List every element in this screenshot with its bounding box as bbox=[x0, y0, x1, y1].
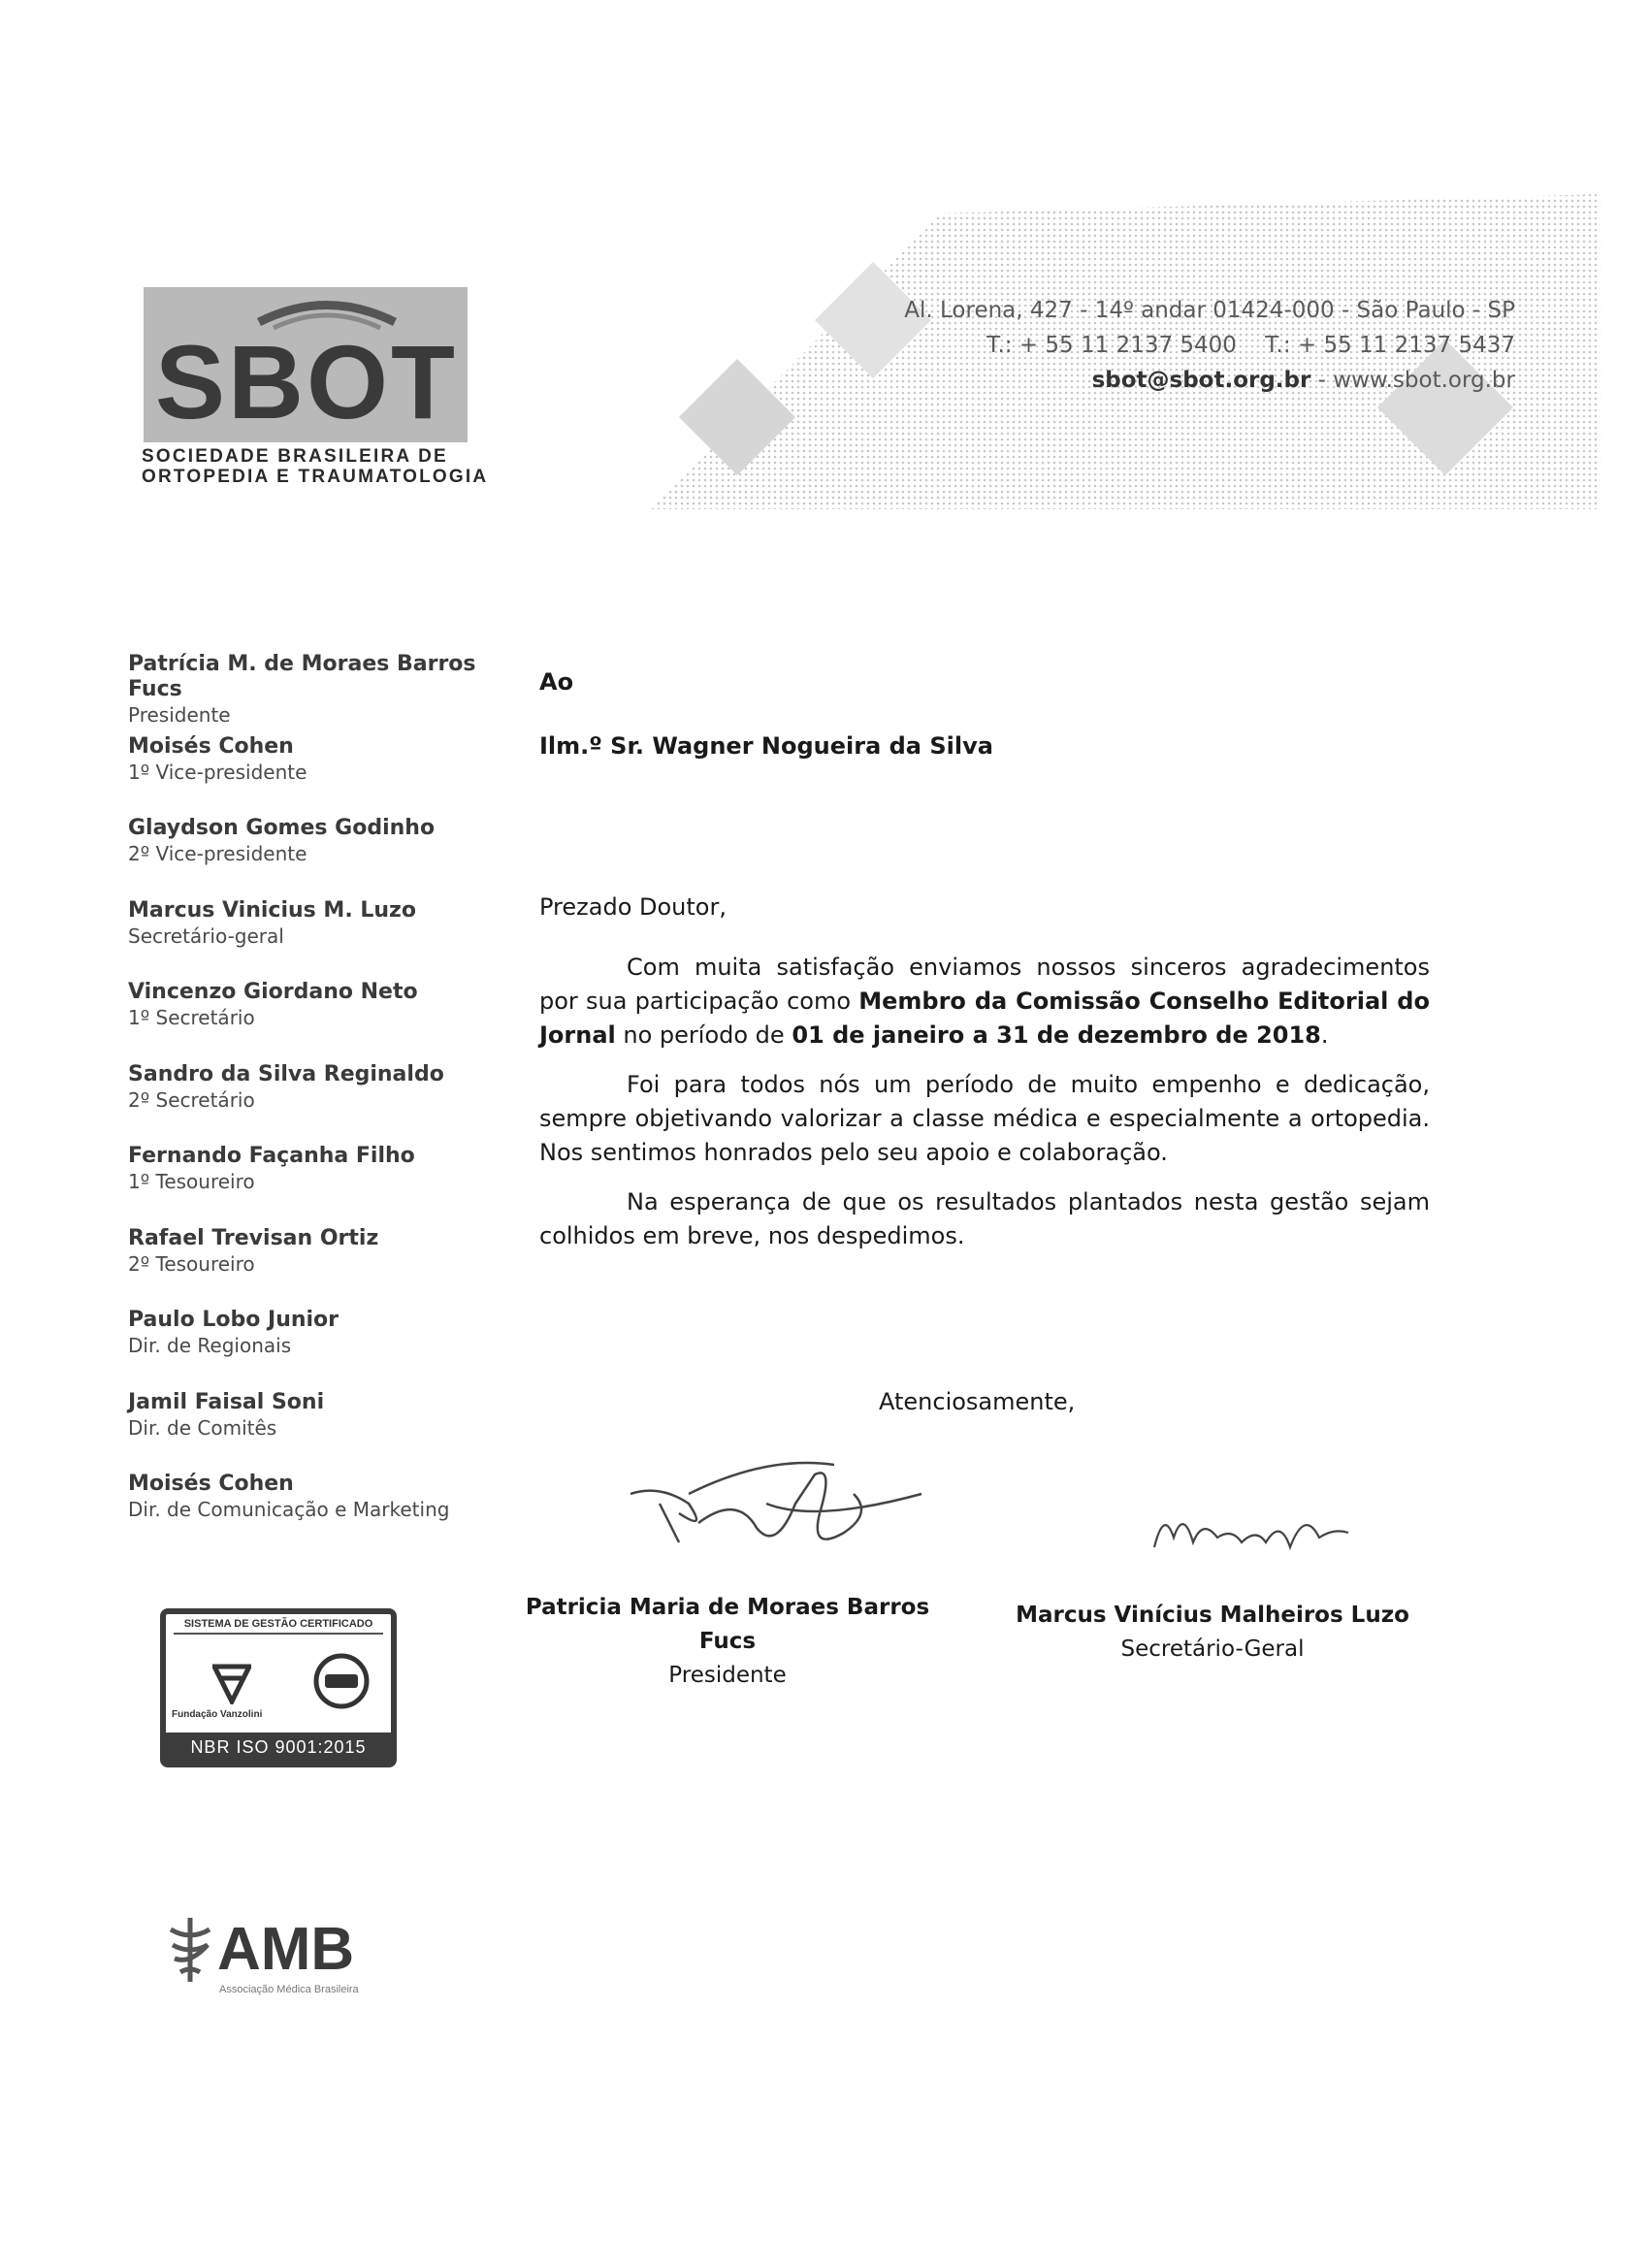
signature-patricia bbox=[621, 1436, 941, 1571]
web-line: sbot@sbot.org.br - www.sbot.org.br bbox=[1091, 368, 1515, 393]
paragraph-3: Na esperança de que os resultados plantados nesta gestão sejam colhidos em breve, nos despedimos. bbox=[539, 1188, 1430, 1249]
sbot-logo: SBOT bbox=[155, 323, 459, 440]
signature-block-2: Marcus Vinícius Malheiros Luzo Secretário-Geral bbox=[1016, 1603, 1409, 1662]
paragraph-1: Com muita satisfação enviamos nossos sinceros agradecimentos por sua participação como Membro da Comissão Conselho Editorial do Jornal no período de 01 de janeiro a 31 de dezembro de 2018. bbox=[539, 954, 1430, 1049]
signature-block-1: Patricia Maria de Moraes Barros Fucs Presidente bbox=[525, 1595, 930, 1688]
amb-logo: AMB Associação Médica Brasileira bbox=[163, 1916, 217, 1988]
board-member: Jamil Faisal Soni Dir. de Comitês bbox=[128, 1389, 325, 1440]
iqnet-icon bbox=[313, 1653, 370, 1709]
contact-info bbox=[904, 293, 1515, 398]
caduceus-icon bbox=[163, 1916, 217, 1984]
letter-to: Ao bbox=[539, 668, 574, 696]
board-member: Glaydson Gomes Godinho 2º Vice-presidente bbox=[128, 816, 436, 865]
board-member: Vincenzo Giordano Neto 1º Secretário bbox=[128, 980, 418, 1029]
certification-seal: SISTEMA DE GESTÃO CERTIFICADO Fundação Vanzolini NBR ISO 9001:2015 bbox=[160, 1608, 397, 1767]
phone-line: T.: + 55 11 2137 5400 T.: + 55 11 2137 5437 bbox=[986, 333, 1515, 358]
board-member: Rafael Trevisan Ortiz 2º Tesoureiro bbox=[128, 1225, 379, 1276]
board-member: Patrícia M. de Moraes Barros Fucs Presidente bbox=[128, 652, 476, 727]
address-line: Al. Lorena, 427 - 14º andar 01424-000 - São Paulo - SP bbox=[904, 298, 1515, 323]
board-member: Marcus Vinicius M. Luzo Secretário-geral bbox=[128, 897, 416, 948]
board-member: Sandro da Silva Reginaldo 2º Secretário bbox=[128, 1061, 444, 1112]
letter-recipient: Ilm.º Sr. Wagner Nogueira da Silva bbox=[539, 732, 993, 760]
board-member: Paulo Lobo Junior Dir. de Regionais bbox=[128, 1308, 340, 1357]
vanzolini-icon bbox=[212, 1661, 251, 1704]
website-link[interactable]: www.sbot.org.br bbox=[1333, 368, 1515, 393]
board-list bbox=[128, 652, 497, 1554]
letter-body bbox=[539, 951, 1430, 1269]
paragraph-2: Foi para todos nós um período de muito empenho e dedicação, sempre objetivando valorizar a classe médica e especialmente a ortopedia. Nos sentimos honrados pelo seu apoio e colaboração. bbox=[539, 1071, 1430, 1166]
letter-closing: Atenciosamente, bbox=[879, 1388, 1076, 1415]
logo-subtitle: SOCIEDADE BRASILEIRA DE ORTOPEDIA E TRAUMATOLOGIA bbox=[142, 446, 489, 487]
email-link[interactable]: sbot@sbot.org.br bbox=[1091, 368, 1311, 393]
board-member: Fernando Façanha Filho 1º Tesoureiro bbox=[128, 1144, 415, 1193]
board-member: Moisés Cohen 1º Vice-presidente bbox=[128, 733, 307, 784]
board-member: Moisés Cohen Dir. de Comunicação e Marketing bbox=[128, 1472, 450, 1521]
signature-marcus bbox=[1145, 1489, 1358, 1576]
letter-salutation: Prezado Doutor, bbox=[539, 893, 727, 921]
